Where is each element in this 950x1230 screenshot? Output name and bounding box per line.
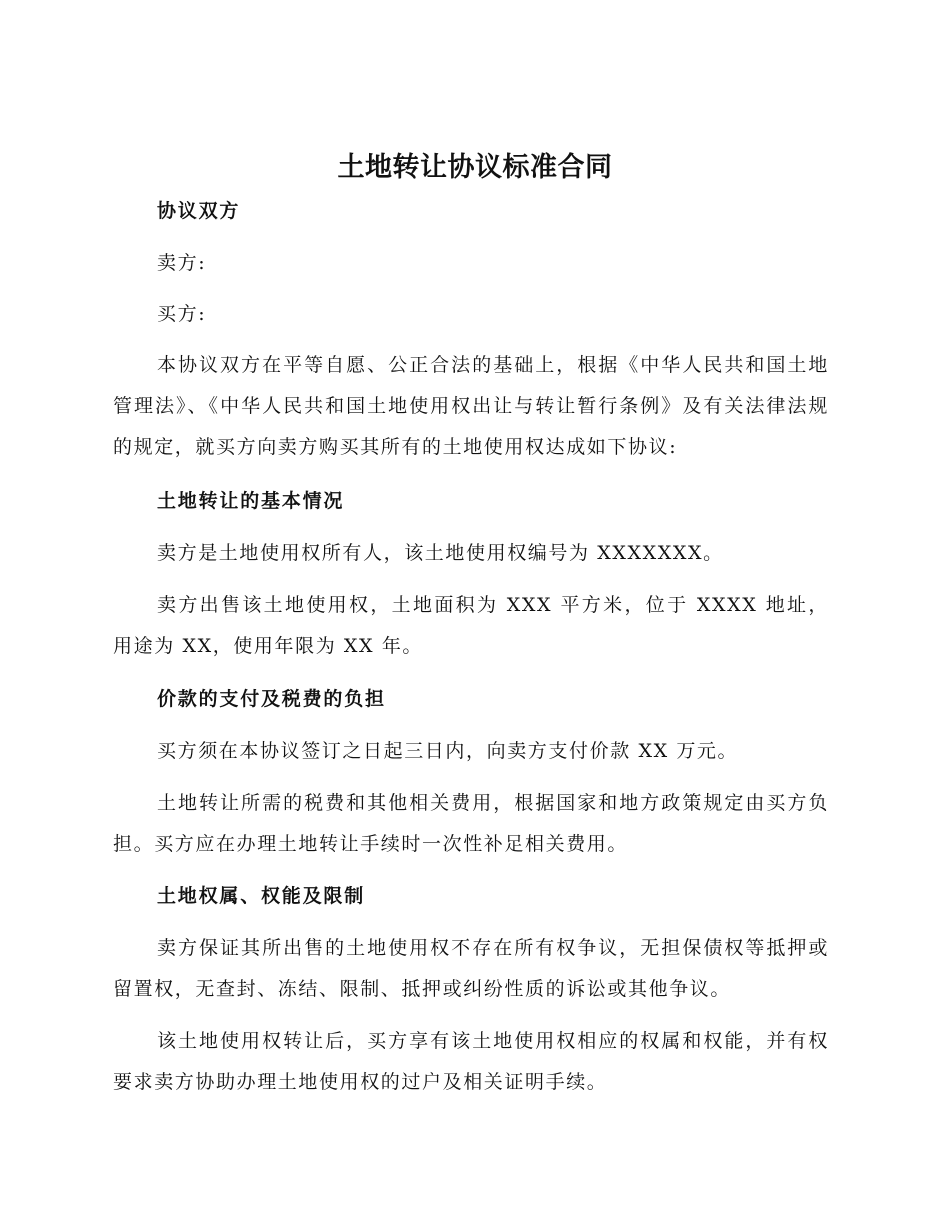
- document-title: 土地转让协议标准合同: [337, 152, 613, 183]
- section-heading-rights: 土地权属、权能及限制: [157, 885, 366, 907]
- basic-info-paragraph-2: 卖方出售该土地使用权，土地面积为 XXX 平方米，位于 XXXX 地址，用途为 XX，使用年限为 XX 年。: [113, 594, 829, 657]
- preamble-paragraph: 本协议双方在平等自愿、公正合法的基础上，根据《中华人民共和国土地管理法》、《中华人民共和国土地使用权出让与转让暂行条例》及有关法律法规的规定，就买方向卖方购买其所有的土地使用权达成如下协议:: [113, 354, 829, 458]
- section-heading-payment: 价款的支付及税费的负担: [157, 688, 386, 710]
- rights-paragraph-1: 卖方保证其所出售的土地使用权不存在所有权争议，无担保债权等抵押或留置权，无查封、冻结、限制、抵押或纠纷性质的诉讼或其他争议。: [113, 937, 829, 1000]
- rights-paragraph-2: 该土地使用权转让后，买方享有该土地使用权相应的权属和权能，并有权要求卖方协助办理土地使用权的过户及相关证明手续。: [113, 1030, 829, 1093]
- basic-info-paragraph-1: 卖方是土地使用权所有人，该土地使用权编号为 XXXXXXX。: [157, 542, 724, 564]
- section-heading-basic-info: 土地转让的基本情况: [157, 490, 345, 512]
- seller-label: 卖方:: [157, 252, 207, 274]
- payment-paragraph-2: 土地转让所需的税费和其他相关费用，根据国家和地方政策规定由买方负担。买方应在办理土地转让手续时一次性补足相关费用。: [113, 792, 829, 855]
- buyer-label: 买方:: [157, 303, 207, 325]
- section-heading-parties: 协议双方: [157, 200, 241, 222]
- payment-paragraph-1: 买方须在本协议签订之日起三日内，向卖方支付价款 XX 万元。: [157, 740, 739, 762]
